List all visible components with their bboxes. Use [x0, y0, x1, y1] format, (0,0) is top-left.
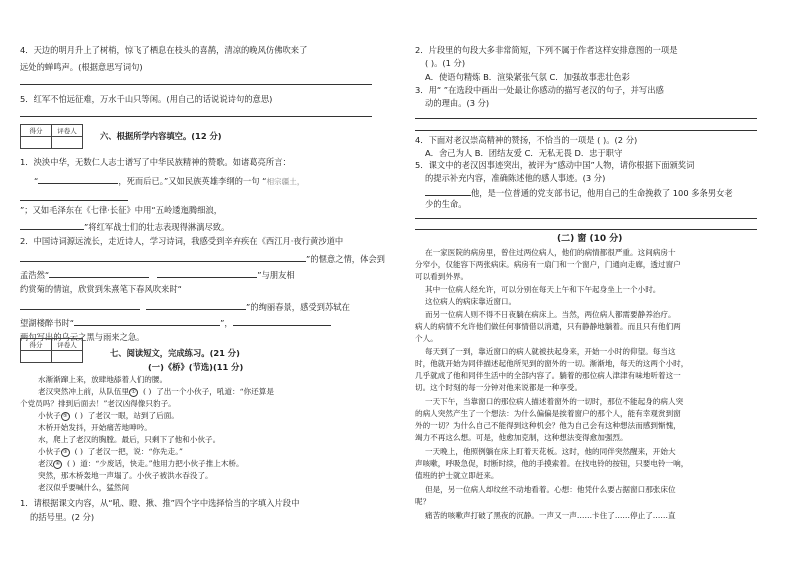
score-box — [20, 124, 83, 149]
passage-2-line: 值班的护士就立即赶来。 — [415, 471, 499, 480]
passage-1-line: 突然，那木桥轰地一声塌了。小伙子被洪水吞没了。 — [38, 471, 213, 480]
section-7-title: 七、阅读短文，完成练习。(21 分) — [110, 348, 240, 358]
passage-2-line: 的病人突然产生了一个想法：为什么偏偏是挨着窗户的那个人，能有幸观赏到窗 — [415, 409, 681, 418]
s6-q2-text: ”的绚丽春景，感受到苏轼在 — [246, 302, 350, 312]
answer-line[interactable] — [20, 116, 372, 117]
reviewer-label: 评卷人 — [52, 339, 83, 351]
answer-line[interactable] — [20, 84, 372, 85]
blank[interactable] — [20, 300, 140, 310]
question-4-options: A．舍己为人 B．团结友爱 C．无私无畏 D．忠于职守 — [425, 148, 623, 158]
passage-2-line: 竭力不再这么想。可是，他愈加克制，这种想法变得愈加强烈。 — [415, 433, 628, 442]
passage-1-line: 木桥开始发抖，开始痛苦地呻吟。 — [38, 423, 152, 432]
passage-2-line: 几乎就成了他和同伴生活中的全部内容了。躺着的那位病人津津有味地听着这一 — [415, 371, 681, 380]
passage-1-title: (一)《桥》(节选)(11 分) — [148, 362, 244, 372]
s6-q2-text: ”的惬意之情，体会到 — [306, 254, 385, 264]
s6-q2-text: 望湖楼醉书时“ — [20, 318, 75, 328]
passage-2-line: 可以看到外界。 — [415, 272, 469, 281]
passage-2-title: (二) 窗 (10 分) — [557, 234, 623, 244]
bracket-blank[interactable]: ( ) — [74, 447, 83, 456]
passage-1-line: 小伙子 ⑤ ( ) 了老汉一眼，站到了后面。 — [38, 411, 179, 420]
bracket-blank[interactable]: ( ) — [142, 387, 152, 396]
blank[interactable] — [146, 300, 246, 310]
passage-1-question-1-cont: 的括号里。(2 分) — [30, 512, 95, 522]
circle-number: ④ — [53, 460, 62, 469]
passage-1-line: 个党员吗？排到后面去！”老汉凶得像只豹子。 — [20, 399, 176, 408]
passage-2-line: 声咳嗽，呼吸急促，时断时续，他的手摸索着。在找电铃的按钮，只要电铃一响， — [415, 459, 689, 468]
answer-line[interactable] — [415, 130, 757, 131]
blank[interactable] — [74, 316, 220, 326]
passage-1-line: 老汉 ④ ( ) 道：“少废话，快走。”他用力把小伙子推上木桥。 — [38, 459, 244, 468]
passage-2-line: 病人的病情不允许他们做任何事情借以消遣，只有静静地躺着。而且只有他们两 — [415, 322, 681, 331]
s6-q2-line2 — [20, 252, 385, 265]
passage-2-line: 在一家医院的病房里，曾住过两位病人，他们的病情都很严重。这间病房十 — [425, 248, 676, 257]
reviewer-cell[interactable] — [52, 137, 83, 149]
bracket-blank[interactable]: ( ) — [67, 459, 76, 468]
passage-2-line: 这位病人的病床靠近窗口。 — [425, 297, 517, 306]
s6-q1-faded: 相宗疆土， — [266, 177, 305, 186]
s6-q2-line5 — [20, 300, 350, 313]
s6-q2-line7: 两句写出的乌云之黑与雨来之急。 — [20, 332, 145, 342]
reviewer-cell[interactable] — [52, 351, 83, 363]
blank[interactable] — [20, 252, 306, 262]
reviewer-label: 评卷人 — [52, 125, 83, 137]
passage-2-line: 而另一位病人则不得不日夜躺在病床上。当然，两位病人都需要静养治疗。 — [425, 310, 676, 319]
question-2-text-cont: ( )。(1 分) — [425, 58, 466, 68]
question-3-text-cont: 动的理由。(3 分) — [425, 98, 490, 108]
answer-line[interactable] — [415, 229, 757, 230]
s6-q1-line3 — [20, 191, 128, 204]
passage-2-line: 痛苦的咳嗽声打破了黑夜的沉静。一声又一声……卡住了……停止了……直 — [425, 511, 676, 520]
question-3-text: 3．用“ ”在选段中画出一处最让你感动的描写老汉的句子，并写出感 — [415, 85, 664, 95]
passage-2-line: 外的一切？为什么自己不能得到这种机会？他为自己会有这种想法而感到惭愧， — [415, 421, 681, 430]
s6-q2-text: ”， — [220, 318, 233, 328]
question-5-text: 5．红军不怕远征难，万水千山只等闲。(用自己的话说说诗句的意思) — [20, 94, 273, 104]
circle-number: ③ — [61, 448, 70, 457]
blank[interactable] — [233, 316, 331, 326]
s6-q1-line5 — [20, 220, 229, 233]
passage-2-line: 一天晚上，他照例躺在床上盯着天花板。这时，他的同伴突然醒来，开始大 — [425, 447, 676, 456]
score-label: 得分 — [21, 339, 52, 351]
question-2-options: A．使语句精炼 B．渲染紧张气氛 C．加强故事悲壮色彩 — [425, 72, 630, 82]
score-cell[interactable] — [21, 351, 52, 363]
passage-2-line: 其中一位病人经允许，可以分别在每天上午和下午起身坐上一个小时。 — [425, 285, 661, 294]
question-4-text: 4．天边的明月升上了树梢，惊飞了栖息在枝头的喜鹊，清凉的晚风仿佛吹来了 — [20, 45, 308, 55]
passage-2-line: 呢？ — [415, 497, 431, 506]
question-4-text-cont: 远处的蝉鸣声。(根据意思写词句) — [20, 62, 143, 72]
s6-q1-line4: ”；又如毛泽东在《七律·长征》中用“五岭逶迤腾细浪， — [20, 205, 223, 215]
question-5-text: 5．课文中的老汉因事迹突出，被评为“感动中国”人物，请你根据下面颁奖词 — [415, 160, 695, 170]
score-label: 得分 — [21, 125, 52, 137]
left-column — [0, 0, 385, 567]
passage-1-question-1: 1．请根据课文内容，从“吼、瞪、揪、推”四个字中选择恰当的字填入片段中 — [20, 498, 300, 508]
circle-number: ⑤ — [61, 412, 70, 421]
passage-2-line: 切。这个时刻的每一分钟对他来说都是一种享受。 — [415, 383, 583, 392]
answer-line[interactable] — [415, 218, 757, 219]
circle-number: ① — [129, 388, 138, 397]
blank[interactable] — [49, 268, 149, 278]
score-box — [20, 338, 83, 363]
blank[interactable] — [20, 220, 84, 230]
passage-2-line: 分窄小，仅能容下两张病床。病房有一扇门和一个窗户，门通向走廊，透过窗户 — [415, 260, 681, 269]
passage-1-line: 老汉突然冲上前，从队伍里 ① ( ) 了出一个小伙子，吼道：“你还算是 — [38, 387, 274, 396]
s6-q2-line1: 2．中国诗词源远流长，走近诗人，学习诗词，我感受到辛弃疾在《西江月·夜行黄沙道中 — [20, 236, 344, 246]
passage-2-line: 每天到了一到，靠近窗口的病人就被扶起身来，开始一小时的仰望。每当这 — [425, 347, 676, 356]
passage-1-line: 水渐渐蹿上来，放肆地舔着人们的腰。 — [38, 375, 168, 384]
s6-q2-text: ”与朋友相 — [257, 270, 295, 280]
blank[interactable] — [20, 191, 128, 201]
question-2-text: 2．片段里的句段大多非常简短，下列不属于作者这样安排意图的一项是 — [415, 45, 678, 55]
blank[interactable] — [157, 268, 257, 278]
section-6-title: 六、根据所学内容填空。(12 分) — [100, 131, 222, 141]
question-5-award-cont: 少的生命。 — [425, 199, 467, 209]
answer-line[interactable] — [415, 118, 757, 119]
question-5-text-cont: 的提示补充内容，准确陈述他的感人事迹。(3 分) — [425, 173, 606, 183]
passage-1-line: 小伙子 ③ ( ) 了老汉一把，说：“你先走。” — [38, 447, 183, 456]
question-5-award: 他，是一位普通的党支部书记，他用自己的生命挽救了 100 多条男女老 — [425, 186, 733, 199]
passage-1-line: 老汉似乎要喊什么，猛然间 — [38, 483, 130, 492]
passage-2-line: 个人。 — [415, 334, 438, 343]
s6-q2-line3 — [20, 268, 295, 281]
s6-q2-line4: 约赏菊的情谊，欣赏到朱熹笔下春风吹来时“ — [20, 284, 182, 294]
quote-open: “ — [34, 176, 39, 186]
passage-1-line: 水，爬上了老汉的胸膛。最后，只剩下了他和小伙子。 — [38, 435, 221, 444]
s6-q2-line6 — [20, 316, 331, 329]
right-column — [397, 0, 777, 567]
question-4-text: 4．下面对老汉崇高精神的赞扬，不恰当的一项是 ( )。(2 分) — [415, 135, 638, 145]
s6-q2-text: 孟浩然“ — [20, 270, 50, 280]
s6-q1-text-end: ”将红军战士们的壮志表现得淋漓尽致。 — [84, 222, 230, 232]
score-cell[interactable] — [21, 137, 52, 149]
passage-2-line: 但是，另一位病人却纹丝不动地看着。心想：他凭什么要占据窗口那张床位 — [425, 485, 676, 494]
passage-2-line: 时，他就开始为同伴描述起他所见到的窗外的一切。渐渐地，每天的这两个小时， — [415, 359, 689, 368]
bracket-blank[interactable]: ( ) — [74, 411, 83, 420]
passage-2-line: 一天下午，当靠窗口的那位病人描述着窗外的一切时，那位不能起身的病人突 — [425, 397, 684, 406]
s6-q1-line1: 1．泱泱中华，无数仁人志士谱写了中华民族精神的赞歌。如诸葛亮所言： — [20, 157, 291, 167]
blank[interactable] — [38, 174, 118, 184]
s6-q1-line2 — [34, 174, 304, 187]
s6-q1-text: ，死而后已。”又如民族英雄李纲的一句 “ — [118, 176, 267, 186]
blank[interactable] — [425, 186, 471, 196]
